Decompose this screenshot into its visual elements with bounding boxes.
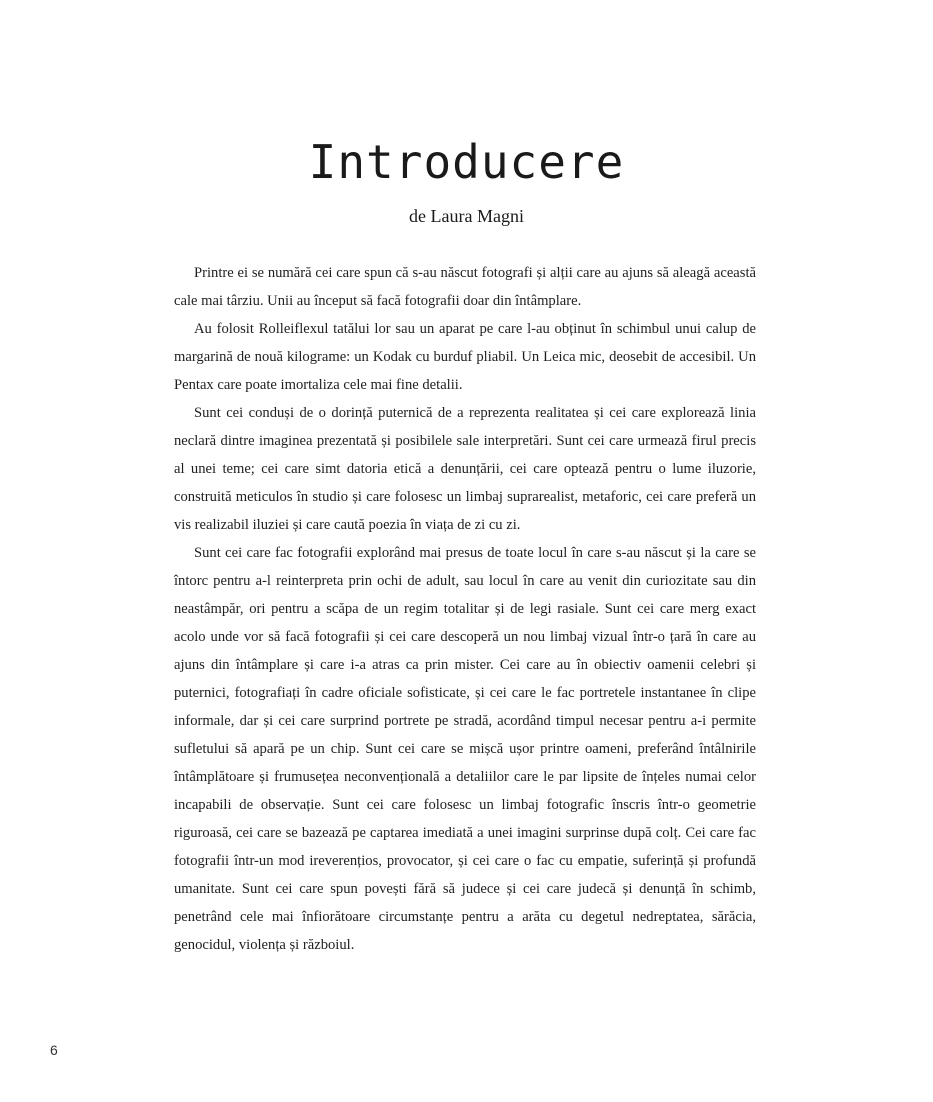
paragraph: Au folosit Rolleiflexul tatălui lor sau un aparat pe care l-au obținut în schimbul unui calup de margarină de nouă kilograme: un Kodak cu burduf pliabil. Un Leica mic, deosebit de accesibil. Un Pentax care poate imortaliza cele mai fine detalii. bbox=[174, 321, 756, 393]
paragraph: Sunt cei conduși de o dorință puternică de a reprezenta realitatea și cei care explorează linia neclară dintre imaginea prezentată și posibilele sale interpretări. Sunt cei care urmează firul precis al unei teme; cei care simt datoria etică a denunțării, cei care optează pentru o lume iluzorie, construită meticulos în studio și care folosesc un limbaj suprarealist, metaforic, cei care preferă un vis realizabil iluziei și care caută poezia în viața de zi cu zi. bbox=[174, 405, 756, 533]
paragraph: Printre ei se numără cei care spun că s-au născut fotografi și alții care au ajuns să aleagă această cale mai târziu. Unii au început să facă fotografii doar din întâmplare. bbox=[174, 265, 756, 309]
page-number: 6 bbox=[50, 1042, 58, 1058]
body-text bbox=[174, 259, 756, 959]
paragraph: Sunt cei care fac fotografii explorând mai presus de toate locul în care s-au născut și la care se întorc pentru a-l reinterpreta prin ochi de adult, sau locul în care au venit din curiozitate sau din neastâmpăr, ori pentru a scăpa de un regim totalitar și de legi rasiale. Sunt cei care merg exact acolo unde vor să facă fotografii și cei care descoperă un nou limbaj vizual într-o țară în care au ajuns din întâmplare și care i-a atras ca prin mister. Cei care au în obiectiv oamenii celebri și puternici, fotografiați în cadre oficiale sofisticate, și cei care le fac portretele instantanee în clipe informale, dar și cei care surprind portrete pe stradă, acordând timpul necesar pentru a-i permite sufletului să apară pe un chip. Sunt cei care se mișcă ușor printre oameni, preferând întâlnirile întâmplătoare și frumusețea neconvențională a detaliilor care le par lipsite de înțeles numai celor incapabili de observație. Sunt cei care folosesc un limbaj fotografic înscris într-o geometrie riguroasă, cei care se bazează pe captarea imediată a unei imagini surprinse după colț. Cei care fac fotografii într-un mod ireverențios, provocator, și cei care o fac cu empatie, suferință și profundă umanitate. Sunt cei care spun povești fără să judece și cei care judecă și denunță în schimb, penetrând cele mai înfiorătoare circumstanțe pentru a arăta cu degetul nedreptatea, sărăcia, genocidul, violența și războiul. bbox=[174, 545, 756, 953]
author-byline: de Laura Magni bbox=[409, 206, 524, 226]
chapter-title: Introducere bbox=[308, 135, 625, 189]
